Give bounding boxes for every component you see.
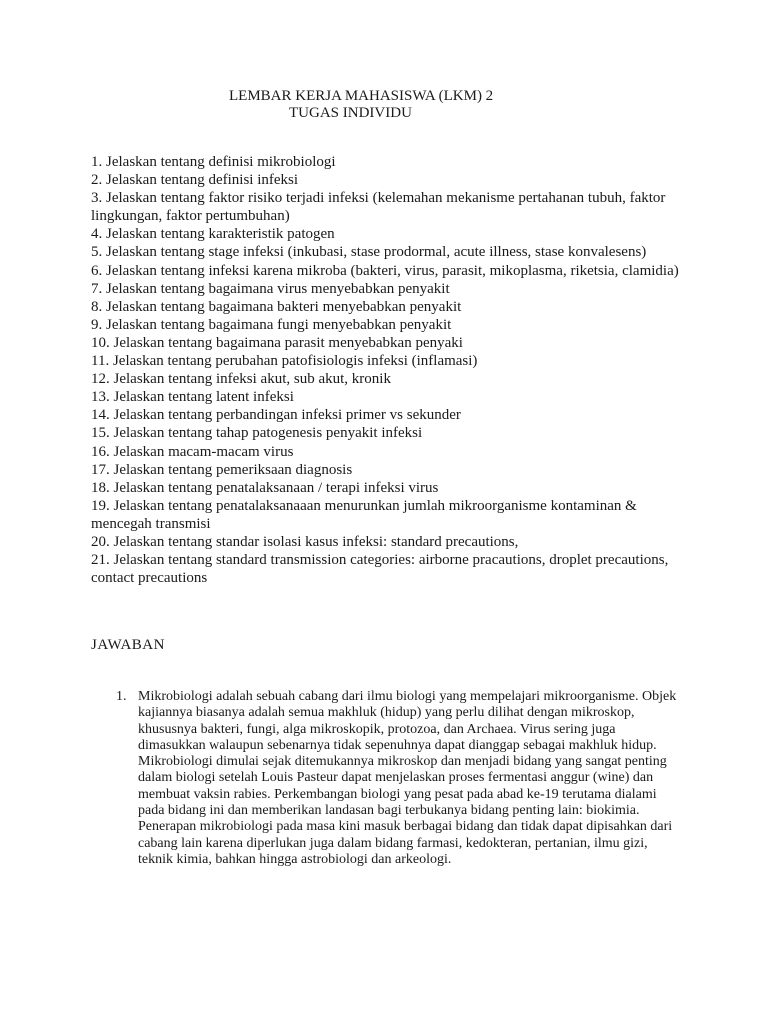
question-item: 8. Jelaskan tentang bagaimana bakteri menyebabkan penyakit bbox=[91, 298, 462, 315]
answer-text: Mikrobiologi adalah sebuah cabang dari ilmu biologi yang mempelajari mikroorganisme. Objek kajiannya biasanya adalah semua makhluk (hidup) yang perlu dilihat dengan mikroskop, khususnya bakteri, fungi, alga mikroskopik, protozoa, dan Archaea. Virus sering juga dimasukkan walaupun sebenarnya tidak sepenuhnya dapat dianggap sebagai makhluk hidup. Mikrobiologi dimulai sejak ditemukannya mikroskop dan menjadi bidang yang sangat penting dalam biologi setelah Louis Pasteur dapat menjelaskan proses fermentasi anggur (wine) dan membuat vaksin rabies. Perkembangan biologi yang pesat pada abad ke-19 terutama dialami pada bidang ini dan memberikan landasan bagi terbukanya bidang penting lain: biokimia. Penerapan mikrobiologi pada masa kini masuk berbagai bidang dan tidak dapat dipisahkan dari cabang lain karena diperlukan juga dalam bidang farmasi, kedokteran, pertanian, ilmu gizi, teknik kimia, bahkan hingga astrobiologi dan arkeologi. bbox=[138, 689, 677, 867]
question-item: 18. Jelaskan tentang penatalaksanaan / terapi infeksi virus bbox=[91, 479, 439, 496]
answers-heading: JAWABAN bbox=[91, 637, 165, 653]
question-item: 10. Jelaskan tentang bagaimana parasit menyebabkan penyaki bbox=[91, 334, 463, 351]
question-item: 14. Jelaskan tentang perbandingan infeksi primer vs sekunder bbox=[91, 407, 461, 424]
question-item: 4. Jelaskan tentang karakteristik patogen bbox=[91, 226, 335, 243]
question-item: 19. Jelaskan tentang penatalaksanaaan menurunkan jumlah mikroorganisme kontaminan & mencegah transmisi bbox=[91, 497, 637, 532]
question-item: 1. Jelaskan tentang definisi mikrobiologi bbox=[91, 154, 336, 170]
question-item: 9. Jelaskan tentang bagaimana fungi menyebabkan penyakit bbox=[91, 316, 452, 333]
question-item: 13. Jelaskan tentang latent infeksi bbox=[91, 389, 294, 406]
question-item: 15. Jelaskan tentang tahap patogenesis penyakit infeksi bbox=[91, 425, 423, 442]
title-line-1: LEMBAR KERJA MAHASISWA (LKM) 2 bbox=[229, 88, 494, 104]
question-item: 16. Jelaskan macam-macam virus bbox=[91, 443, 294, 460]
question-item: 6. Jelaskan tentang infeksi karena mikroba (bakteri, virus, parasit, mikoplasma, riketsia, clamidia) bbox=[91, 262, 679, 279]
question-item: 17. Jelaskan tentang pemeriksaan diagnosis bbox=[91, 461, 353, 478]
question-item: 7. Jelaskan tentang bagaimana virus menyebabkan penyakit bbox=[91, 280, 450, 297]
question-item: 20. Jelaskan tentang standar isolasi kasus infeksi: standard precautions, bbox=[91, 533, 519, 550]
question-item: 2. Jelaskan tentang definisi infeksi bbox=[91, 172, 299, 189]
question-item: 5. Jelaskan tentang stage infeksi (inkubasi, stase prodormal, acute illness, stase konvalesens) bbox=[91, 244, 647, 261]
title-line-2: TUGAS INDIVIDU bbox=[289, 105, 412, 121]
question-item: 11. Jelaskan tentang perubahan patofisiologis infeksi (inflamasi) bbox=[91, 353, 478, 370]
question-list bbox=[91, 153, 691, 587]
answer-number: 1. bbox=[116, 689, 127, 704]
question-item: 12. Jelaskan tentang infeksi akut, sub akut, kronik bbox=[91, 371, 391, 388]
question-item: 3. Jelaskan tentang faktor risiko terjadi infeksi (kelemahan mekanisme pertahanan tubuh, faktor lingkungan, faktor pertumbuhan) bbox=[91, 190, 666, 225]
question-item: 21. Jelaskan tentang standard transmission categories: airborne pracautions, droplet precautions, contact precautions bbox=[91, 552, 669, 587]
